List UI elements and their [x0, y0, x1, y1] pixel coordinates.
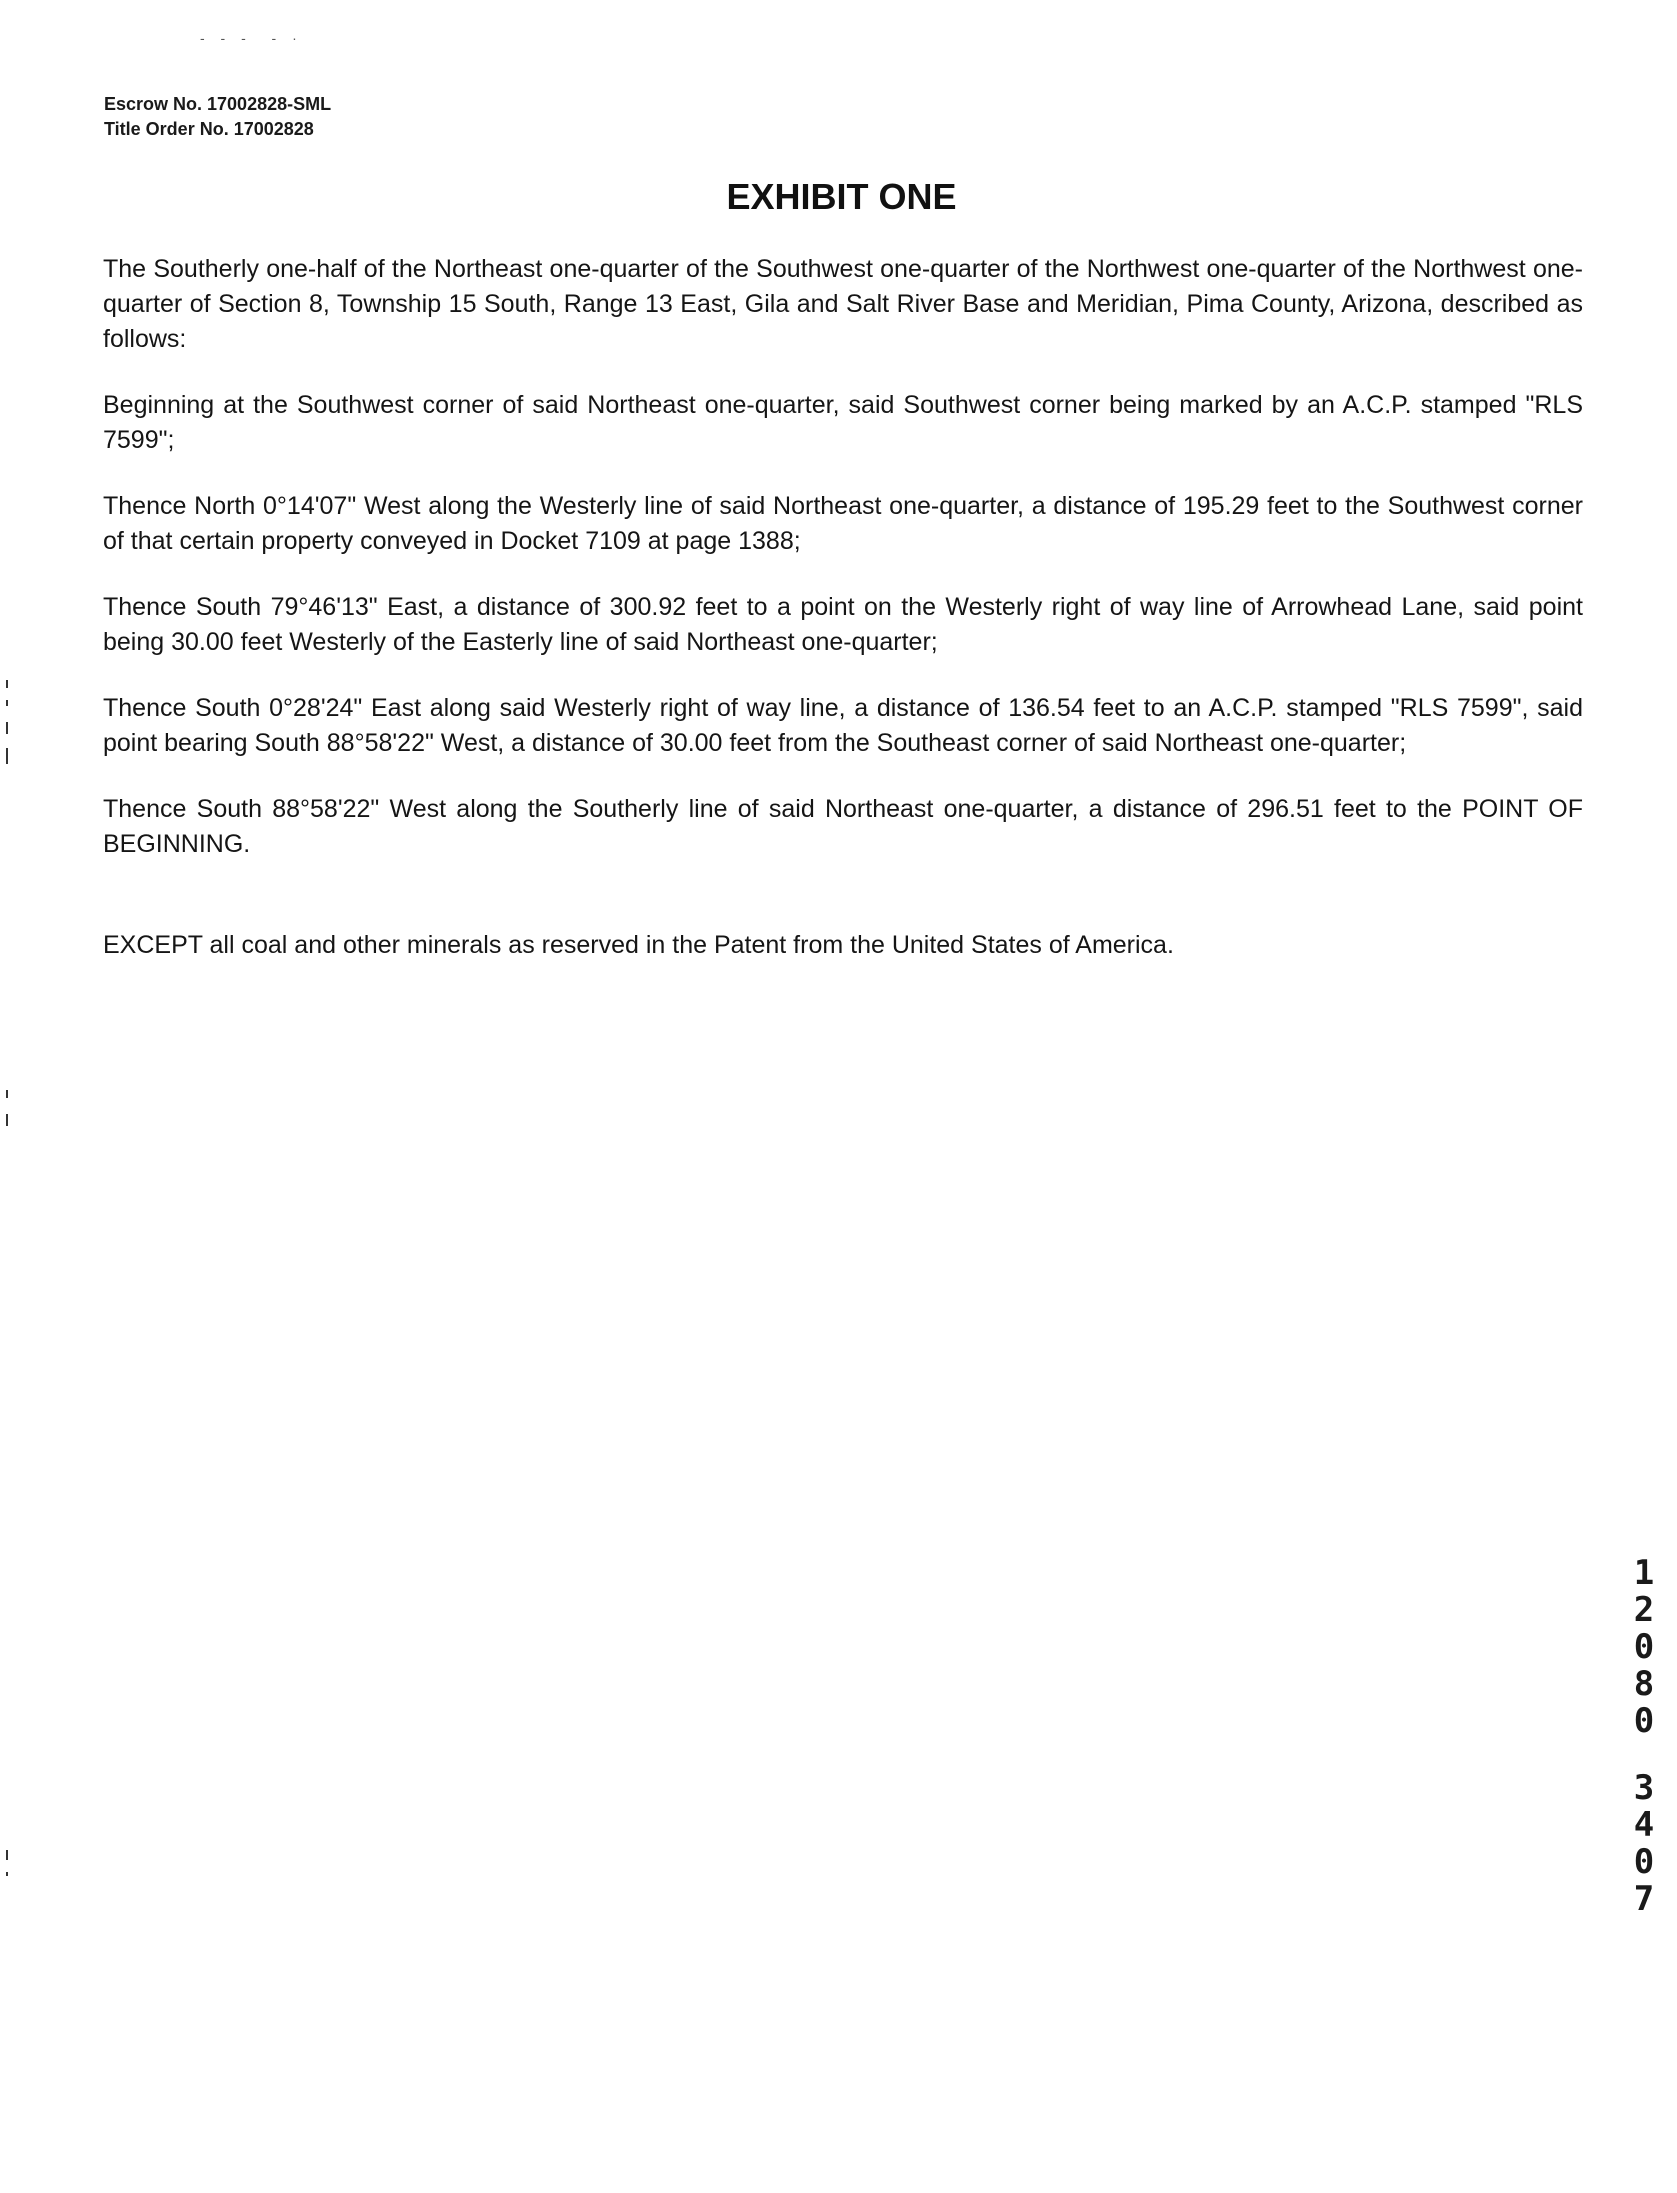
- docket-digit: 1: [1633, 1553, 1655, 1593]
- digit-gap: [1626, 1740, 1662, 1770]
- margin-tick: [6, 1090, 8, 1098]
- page-digit: 3: [1633, 1768, 1655, 1808]
- paragraph-course-1: Thence North 0°14'07" West along the Westerly line of said Northeast one-quarter, a distance of 195.29 feet to the Southwest corner of that certain property conveyed in Docket 7109 at page 1388;: [103, 492, 1583, 555]
- docket-digit: 2: [1633, 1590, 1655, 1630]
- scan-artifact: - - - - ·: [200, 30, 303, 46]
- margin-tick: [6, 722, 8, 734]
- page-digit: 4: [1633, 1805, 1655, 1845]
- paragraph-course-3: Thence South 0°28'24" East along said Westerly right of way line, a distance of 136.54 feet to an A.C.P. stamped "RLS 7599", said point bearing South 88°58'22" West, a distance of 30.00 feet from the Southeast corner of said Northeast one-quarter;: [103, 694, 1583, 757]
- paragraph-course-2: Thence South 79°46'13" East, a distance of 300.92 feet to a point on the Westerly right of way line of Arrowhead Lane, said point being 30.00 feet Westerly of the Easterly line of said Northeast one-quarter;: [103, 593, 1583, 656]
- paragraph-intro: The Southerly one-half of the Northeast one-quarter of the Southwest one-quarter of the Northwest one-quarter of the Northwest one-quarter of Section 8, Township 15 South, Range 13 East, Gila and Salt River Base and Meridian, Pima County, Arizona, described as follows:: [103, 255, 1583, 353]
- margin-tick: [6, 748, 8, 764]
- page-title: [0, 176, 1677, 218]
- docket-digit: 0: [1633, 1701, 1655, 1741]
- margin-tick: [6, 1114, 8, 1126]
- margin-tick: [6, 1872, 8, 1876]
- docket-digit: 0: [1633, 1627, 1655, 1667]
- paragraph-beginning: Beginning at the Southwest corner of said Northeast one-quarter, said Southwest corner being marked by an A.C.P. stamped "RLS 7599";: [103, 391, 1583, 454]
- page-title-text: EXHIBIT ONE: [726, 176, 957, 217]
- recording-number: [1626, 1555, 1662, 1918]
- margin-tick: [6, 680, 8, 688]
- margin-tick: [6, 700, 8, 706]
- paragraph-course-4: Thence South 88°58'22" West along the Southerly line of said Northeast one-quarter, a distance of 296.51 feet to the POINT OF BEGINNING.: [103, 795, 1583, 858]
- margin-tick: [6, 1850, 8, 1860]
- docket-digit: 8: [1633, 1664, 1655, 1704]
- paragraph-exception: EXCEPT all coal and other minerals as reserved in the Patent from the United States of America.: [103, 931, 1174, 959]
- legal-description: [103, 252, 1583, 994]
- escrow-number: Escrow No. 17002828-SML: [104, 94, 332, 114]
- page-digit: 7: [1633, 1879, 1655, 1919]
- header-references: [104, 92, 331, 142]
- page-digit: 0: [1633, 1842, 1655, 1882]
- title-order-number: Title Order No. 17002828: [104, 119, 314, 139]
